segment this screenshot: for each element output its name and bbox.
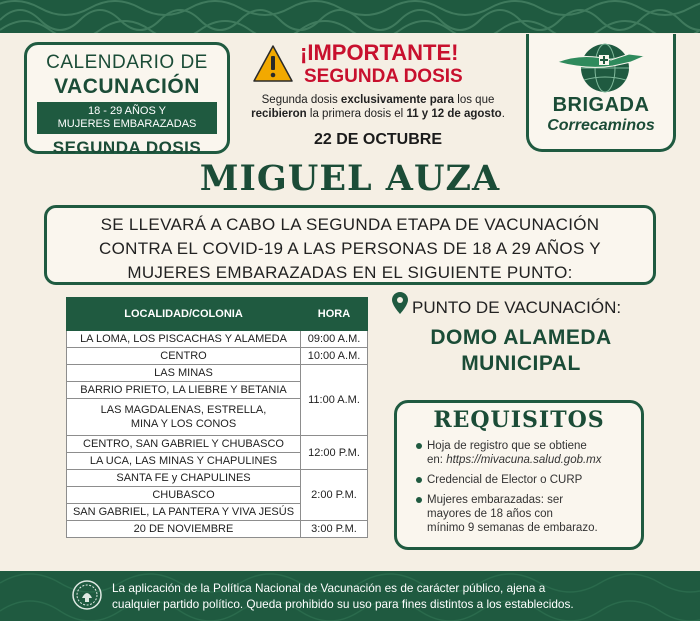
city-title: MIGUEL AUZA bbox=[199, 158, 501, 199]
table-row bbox=[67, 365, 368, 382]
bullet-icon bbox=[416, 477, 422, 483]
requirements-box bbox=[394, 400, 644, 550]
vaccination-point-name bbox=[396, 325, 646, 377]
calendar-audience-line1: 18 - 29 AÑOS Y bbox=[87, 105, 167, 117]
locality-cell: CENTRO, SAN GABRIEL Y CHUBASCO bbox=[67, 436, 301, 453]
desc-part: la primera dosis el bbox=[306, 108, 407, 120]
requirement-text: Mujeres embarazadas: ser bbox=[427, 494, 564, 506]
bullet-icon bbox=[416, 497, 422, 503]
calendar-audience-line2: MUJERES EMBARAZADAS bbox=[57, 118, 197, 130]
desc-part: los que bbox=[454, 94, 495, 106]
important-subtitle: SEGUNDA DOSIS bbox=[304, 66, 463, 87]
locality-cell: SANTA FE y CHAPULINES bbox=[67, 470, 301, 487]
table-row bbox=[67, 348, 368, 365]
locality-line: LAS MAGDALENAS, ESTRELLA, bbox=[100, 404, 267, 416]
hour-cell: 2:00 P.M. bbox=[301, 470, 368, 521]
calendar-title-line1: CALENDARIO DE bbox=[46, 52, 208, 73]
calendar-title-line2: VACUNACIÓN bbox=[54, 75, 200, 98]
requirement-text: mayores de 18 años con bbox=[427, 508, 553, 520]
announcement-line3: MUJERES EMBARAZADAS EN EL SIGUIENTE PUNTO: bbox=[127, 263, 573, 282]
hour-cell: 3:00 P.M. bbox=[301, 521, 368, 538]
footer-line2: cualquier partido político. Queda prohibido su uso para fines distintos a los establecidos. bbox=[112, 597, 574, 611]
hour-cell: 09:00 A.M. bbox=[301, 331, 368, 348]
footer-disclaimer bbox=[112, 580, 672, 612]
column-header-locality: LOCALIDAD/COLONIA bbox=[67, 298, 301, 331]
warning-icon bbox=[253, 44, 293, 84]
requirement-item bbox=[397, 439, 641, 467]
footer-line1: La aplicación de la Política Nacional de Vacunación es de carácter público, ajena a bbox=[112, 581, 546, 595]
desc-part: Segunda dosis bbox=[261, 94, 341, 106]
desc-part-bold: recibieron bbox=[251, 108, 307, 120]
location-pin-icon bbox=[392, 292, 408, 314]
bullet-icon bbox=[416, 443, 422, 449]
requirement-text: en: bbox=[427, 454, 447, 466]
top-decorative-band bbox=[0, 0, 700, 33]
calendar-audience-pill bbox=[37, 102, 217, 134]
requirements-title: REQUISITOS bbox=[433, 407, 605, 433]
brigada-subtitle: Correcaminos bbox=[547, 117, 655, 134]
announcement-box bbox=[44, 205, 656, 285]
brigada-title: BRIGADA bbox=[552, 94, 650, 116]
locality-cell: LA LOMA, LOS PISCACHAS Y ALAMEDA bbox=[67, 331, 301, 348]
vaccination-point-name-line1: DOMO ALAMEDA bbox=[430, 326, 612, 349]
table-header-row bbox=[67, 298, 368, 331]
vaccination-point-name-line2: MUNICIPAL bbox=[461, 352, 581, 375]
desc-part: . bbox=[501, 108, 505, 120]
calendar-dose-label: SEGUNDA DOSIS bbox=[52, 138, 202, 157]
locality-cell: BARRIO PRIETO, LA LIEBRE Y BETANIA bbox=[67, 382, 301, 399]
locality-cell bbox=[67, 399, 301, 436]
requirement-item bbox=[397, 473, 641, 487]
registration-link[interactable]: https://mivacuna.salud.gob.mx bbox=[446, 454, 602, 466]
announcement-line2: CONTRA EL COVID-19 A LAS PERSONAS DE 18 A 29 AÑOS Y bbox=[99, 239, 601, 258]
roadrunner-logo-icon bbox=[553, 40, 649, 96]
table-row bbox=[67, 470, 368, 487]
hour-cell: 10:00 A.M. bbox=[301, 348, 368, 365]
schedule-table bbox=[66, 297, 368, 538]
brigada-badge bbox=[526, 34, 676, 152]
locality-cell: 20 DE NOVIEMBRE bbox=[67, 521, 301, 538]
table-row bbox=[67, 436, 368, 453]
locality-cell: CENTRO bbox=[67, 348, 301, 365]
important-title: ¡IMPORTANTE! bbox=[300, 40, 459, 65]
announcement-line1: SE LLEVARÁ A CABO LA SEGUNDA ETAPA DE VACUNACIÓN bbox=[100, 215, 600, 234]
table-row bbox=[67, 331, 368, 348]
vaccination-date: 22 DE OCTUBRE bbox=[313, 131, 443, 148]
hour-cell: 12:00 P.M. bbox=[301, 436, 368, 470]
locality-cell: LA UCA, LAS MINAS Y CHAPULINES bbox=[67, 453, 301, 470]
government-seal-icon bbox=[72, 580, 102, 610]
requirement-text: mínimo 9 semanas de embarazo. bbox=[427, 522, 598, 534]
locality-cell: LAS MINAS bbox=[67, 365, 301, 382]
important-description bbox=[240, 93, 516, 121]
vaccination-point-label: PUNTO DE VACUNACIÓN: bbox=[412, 298, 622, 317]
locality-cell: CHUBASCO bbox=[67, 487, 301, 504]
requirement-text: Hoja de registro que se obtiene bbox=[427, 440, 587, 452]
requirement-item bbox=[397, 493, 641, 535]
desc-part-bold: 11 y 12 de agosto bbox=[406, 108, 502, 120]
calendar-badge bbox=[24, 42, 230, 157]
locality-cell: SAN GABRIEL, LA PANTERA Y VIVA JESÚS bbox=[67, 504, 301, 521]
hour-cell: 11:00 A.M. bbox=[301, 365, 368, 436]
locality-line: MINA Y LOS CONOS bbox=[130, 418, 237, 430]
requirement-text: Credencial de Elector o CURP bbox=[427, 474, 583, 486]
table-row bbox=[67, 521, 368, 538]
column-header-hour: HORA bbox=[301, 298, 368, 331]
desc-part-bold: exclusivamente para bbox=[340, 94, 455, 106]
